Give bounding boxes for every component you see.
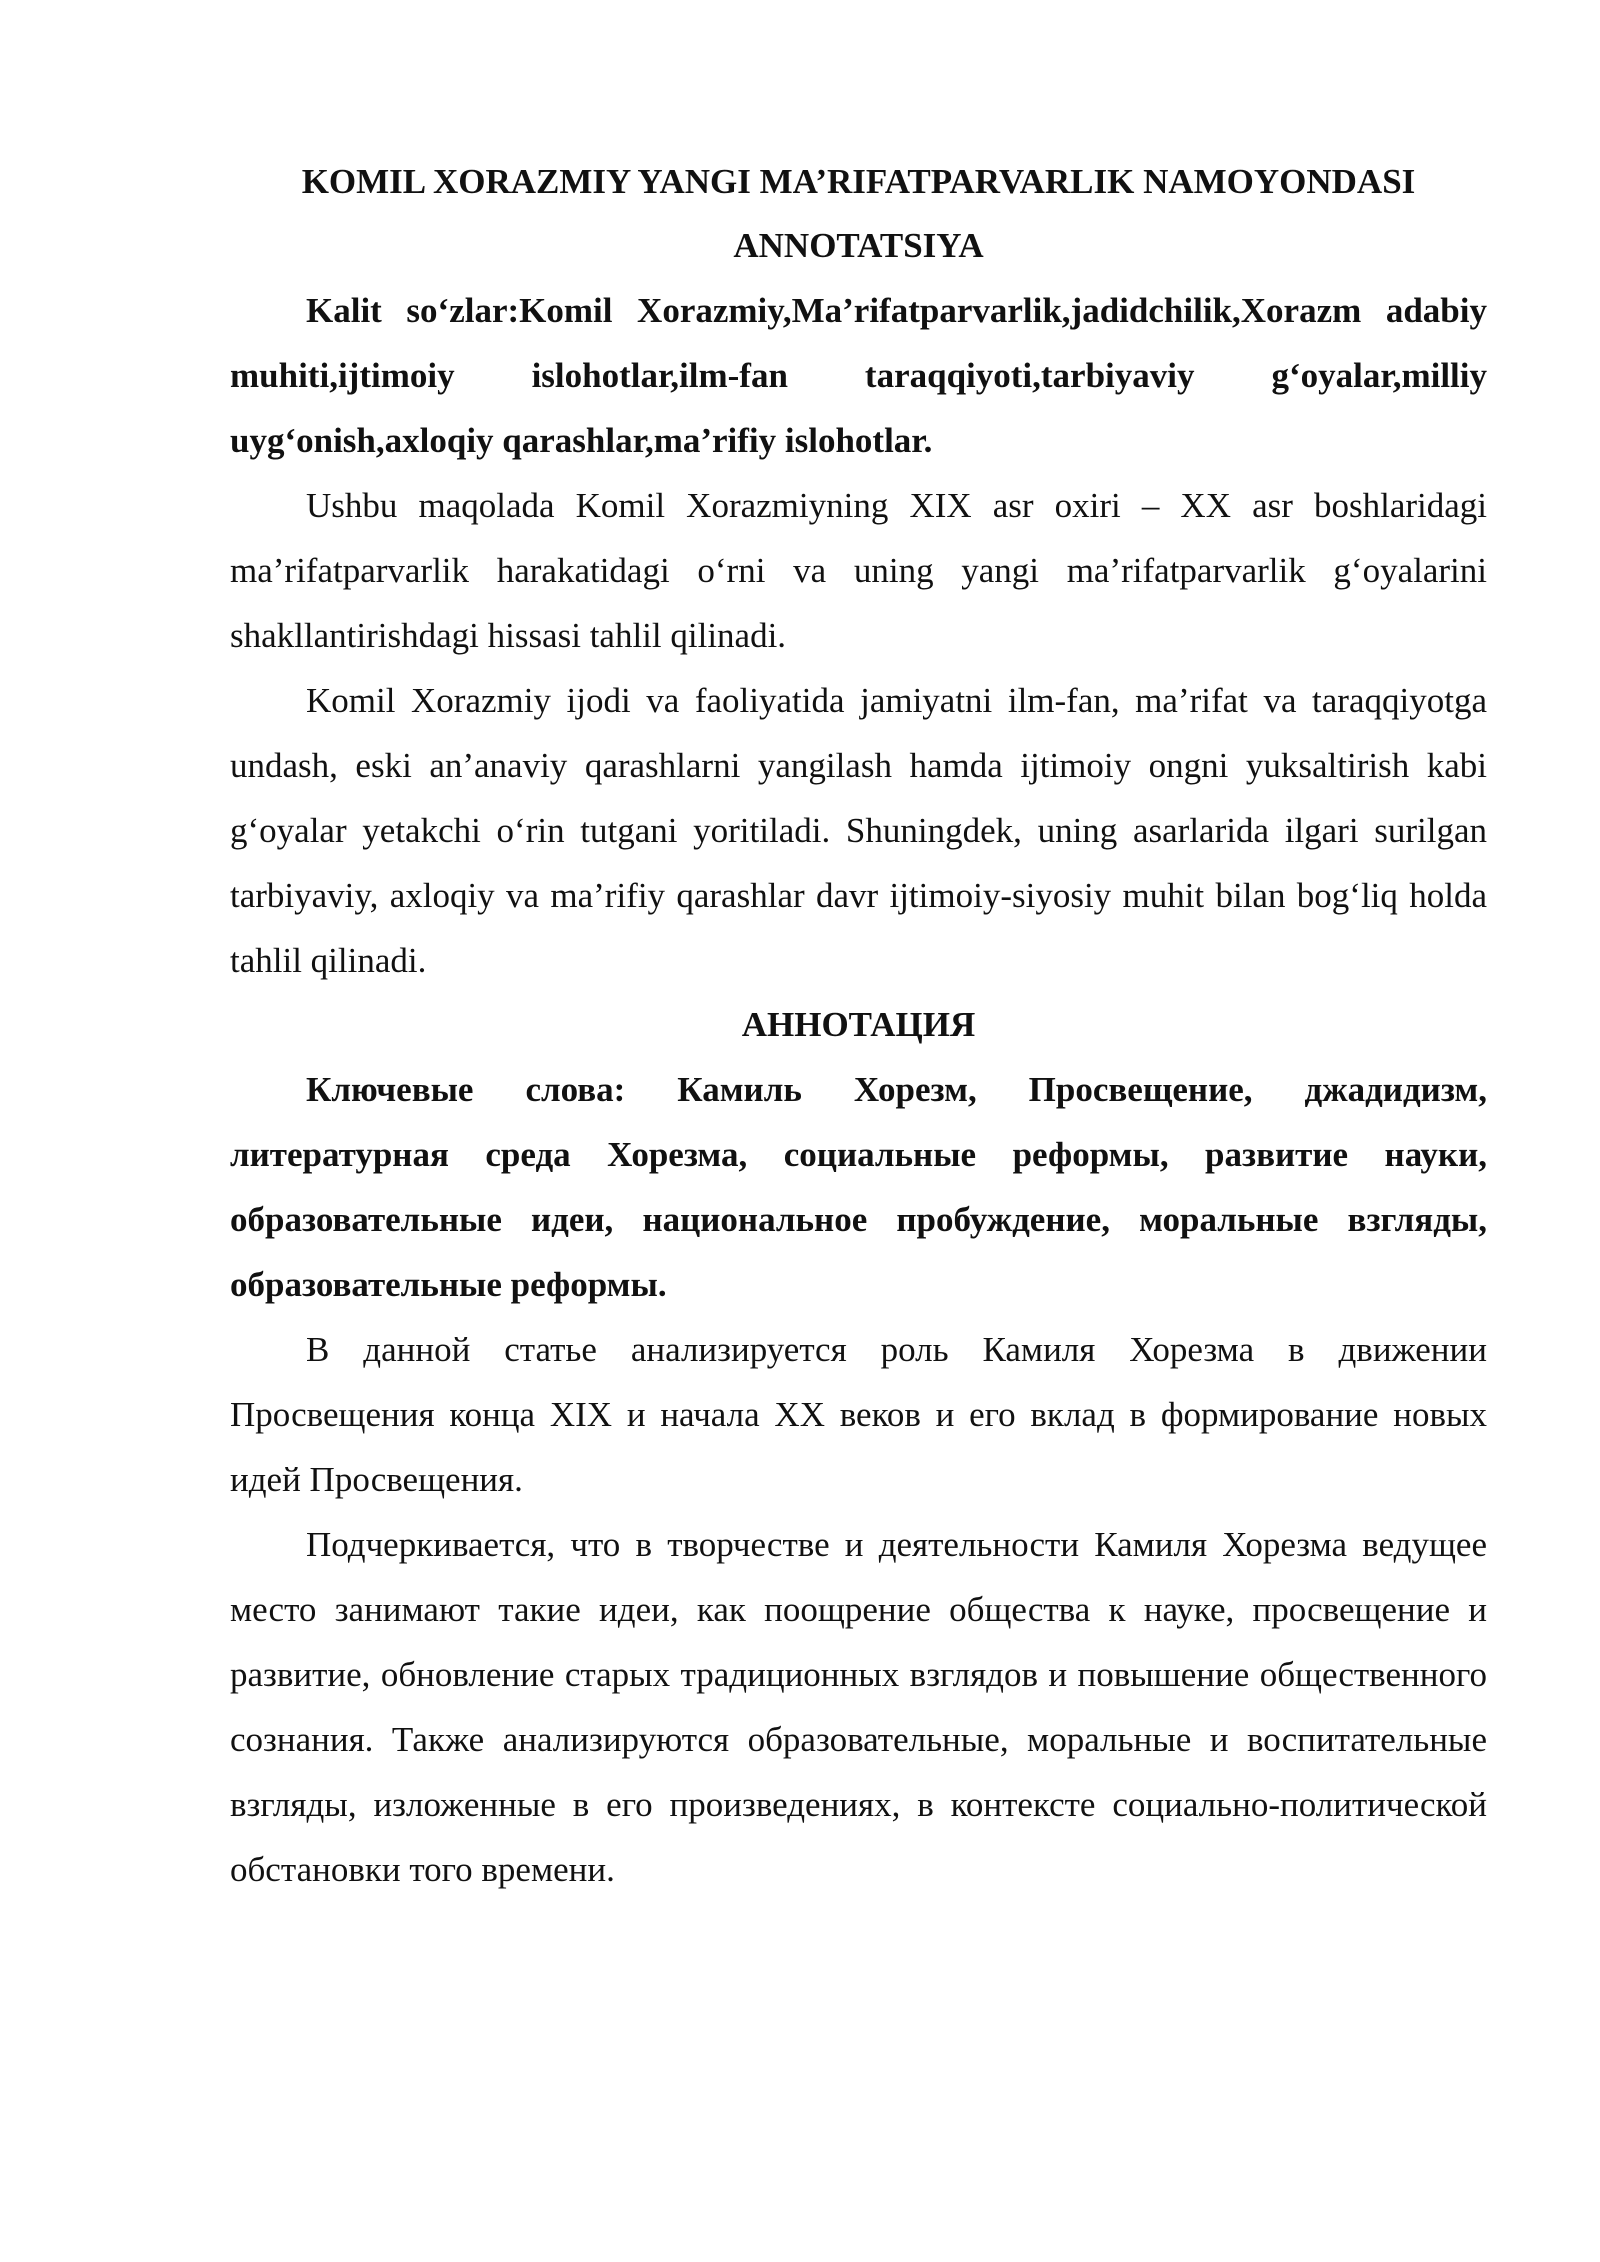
keywords-uz: Kalit so‘zlar:Komil Xorazmiy,Ma’rifatparvarlik,jadidchilik,Xorazm adabiy muhiti,ijtimoiy islohotlar,ilm-fan taraqqiyoti,tarbiyaviy g‘oyalar,milliy uyg‘onish,axloqiy qarashlar,ma’rifiy islohotlar. (230, 291, 1487, 460)
abstract-uz-paragraph-1: Ushbu maqolada Komil Xorazmiyning XIX asr oxiri – XX asr boshlaridagi ma’rifatparvarlik harakatidagi o‘rni va uning yangi ma’rifatparvarlik g‘oyalarini shakllantirishdagi hissasi tahlil qilinadi. (230, 486, 1487, 655)
keywords-ru: Ключевые слова: Камиль Хорезм, Просвещение, джадидизм, литературная среда Хорезма, социальные реформы, развитие науки, образовательные идеи, национальное пробуждение, моральные взгляды, образовательные реформы. (230, 1070, 1487, 1304)
abstract-ru-paragraph-1: В данной статье анализируется роль Камиля Хорезма в движении Просвещения конца XIX и начала XX веков и его вклад в формирование новых идей Просвещения. (230, 1330, 1487, 1499)
document-title: KOMIL XORAZMIY YANGI MA’RIFATPARVARLIK NAMOYONDASI (301, 162, 1416, 201)
abstract-ru-paragraph-2: Подчеркивается, что в творчестве и деятельности Камиля Хорезма ведущее место занимают такие идеи, как поощрение общества к науке, просвещение и развитие, обновление старых традиционных взглядов и повышение общественного сознания. Также анализируются образовательные, моральные и воспитательные взгляды, изложенные в его произведениях, в контексте социально-политической обстановки того времени. (230, 1525, 1487, 1889)
abstract-uz-paragraph-2: Komil Xorazmiy ijodi va faoliyatida jamiyatni ilm-fan, ma’rifat va taraqqiyotga undash, eski an’anaviy qarashlarni yangilash hamda ijtimoiy ongni yuksaltirish kabi g‘oyalar yetakchi o‘rin tutgani yoritiladi. Shuningdek, uning asarlarida ilgari surilgan tarbiyaviy, axloqiy va ma’rifiy qarashlar davr ijtimoiy-siyosiy muhit bilan bog‘liq holda tahlil qilinadi. (230, 681, 1487, 980)
annotation-heading-uz: ANNOTATSIYA (733, 226, 984, 265)
document-page (230, 150, 1487, 1902)
annotation-heading-ru: АННОТАЦИЯ (741, 1005, 976, 1044)
